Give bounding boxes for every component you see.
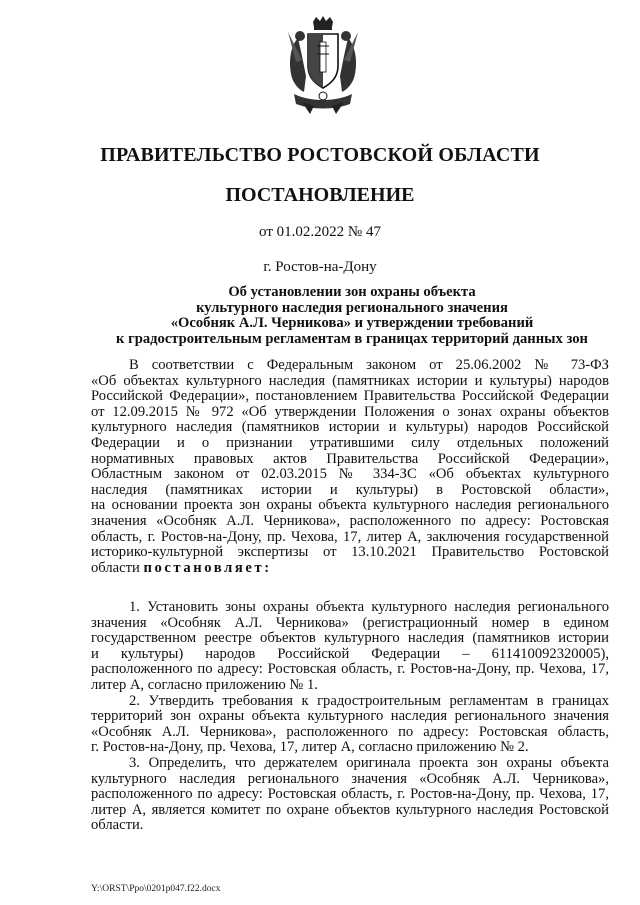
preamble-line: на основании проекта зон охраны объекта культурного наследия регионального [91,497,609,514]
item-line: 2. Утвердить требования к градостроительным регламентам в границах [129,692,609,709]
item-line: г. Ростов-на-Дону, пр. Чехова, 17, литер А, согласно приложению № 2. [91,739,529,756]
item-line: государственном реестре объектов культурного наследия (памятников истории [91,630,609,647]
preamble-last-prefix: области [91,559,144,576]
preamble-line: культурного наследия (памятников истории и культуры) народов Российской [91,419,609,436]
item-line: области. [91,817,144,834]
preamble-line: историко-культурной экспертизы от 13.10.2021 Правительство Ростовской [91,544,609,561]
decree-word: постановляет: [143,559,272,576]
preamble-last-line [91,561,609,577]
government-name: ПРАВИТЕЛЬСТВО РОСТОВСКОЙ ОБЛАСТИ [100,144,540,166]
item-line: «Особняк А.Л. Черникова», расположенного по адресу: Ростовская область, [91,723,609,740]
subject-line: к градостроительным регламентам в границах территорий данных зон [116,330,588,347]
preamble-line: Федерации и о признании утратившими силу отдельных положений [91,434,609,451]
item-line: культурного наследия регионального значения «Особняк А.Л. Черникова», [91,770,609,787]
item-line: 3. Определить, что держателем оригинала проекта зон охраны объекта [129,754,609,771]
decree-item-2 [91,694,609,756]
item-line: расположенного по адресу: Ростовская область, г. Ростов-на-Дону, пр. Чехова, 17, [91,661,609,678]
subject-line: культурного наследия регионального значения [196,299,508,316]
preamble-line: область, г. Ростов-на-Дону, пр. Чехова, 17, литер А, заключения государственной [91,528,609,545]
preamble-line: нормативных правовых актов Правительства Российской Федерации», [91,450,609,467]
document-subject [96,285,608,347]
preamble-line: наследия (памятниках истории и культуры) в Ростовской области», [91,481,609,498]
document-date-number: от 01.02.2022 № 47 [259,224,381,240]
preamble-line: В соответствии с Федеральным законом от 25.06.2002 № 73-ФЗ [129,357,609,373]
document-city: г. Ростов-на-Дону [263,259,377,275]
decree-item-1 [91,600,609,694]
decree-items [91,600,609,834]
subject-line: Об установлении зон охраны объекта [228,284,476,300]
item-line: 1. Установить зоны охраны объекта культурного наследия регионального [129,599,609,615]
item-line: литер А, является комитет по охране объектов культурного наследия Ростовской [91,801,609,818]
preamble-line: Областным законом от 02.03.2015 № 334-ЗС «Об объектах культурного [91,466,609,483]
preamble-line: «Об объектах культурного наследия (памятниках истории и культуры) народов [91,372,609,389]
coat-of-arms-icon [280,16,366,116]
preamble-line: Российской Федерации», постановлением Правительства Российской Федерации [91,388,609,405]
decree-item-3 [91,756,609,834]
item-line: и культуры) народов Российской Федерации – 611410092320005), [91,645,609,662]
preamble-paragraph [91,358,609,576]
preamble-line: от 12.09.2015 № 972 «Об утверждении Положения о зонах охраны объектов [91,403,609,420]
subject-line: «Особняк А.Л. Черникова» и утверждении требований [170,315,534,331]
item-line: расположенного по адресу: Ростовская область, г. Ростов-на-Дону, пр. Чехова, 17, [91,786,609,803]
preamble-line: значения «Особняк А.Л. Черникова», расположенного по адресу: Ростовская [91,512,609,529]
item-line: территорий зон охраны объекта культурного наследия регионального значения [91,708,609,725]
document-type: ПОСТАНОВЛЕНИЕ [225,184,415,206]
file-path-footer: Y:\ORST\Ppo\0201p047.f22.docx [91,884,221,894]
item-line: литер А, согласно приложению № 1. [91,676,318,693]
item-line: значения «Особняк А.Л. Черникова» (регистрационный номер в едином [91,614,609,631]
